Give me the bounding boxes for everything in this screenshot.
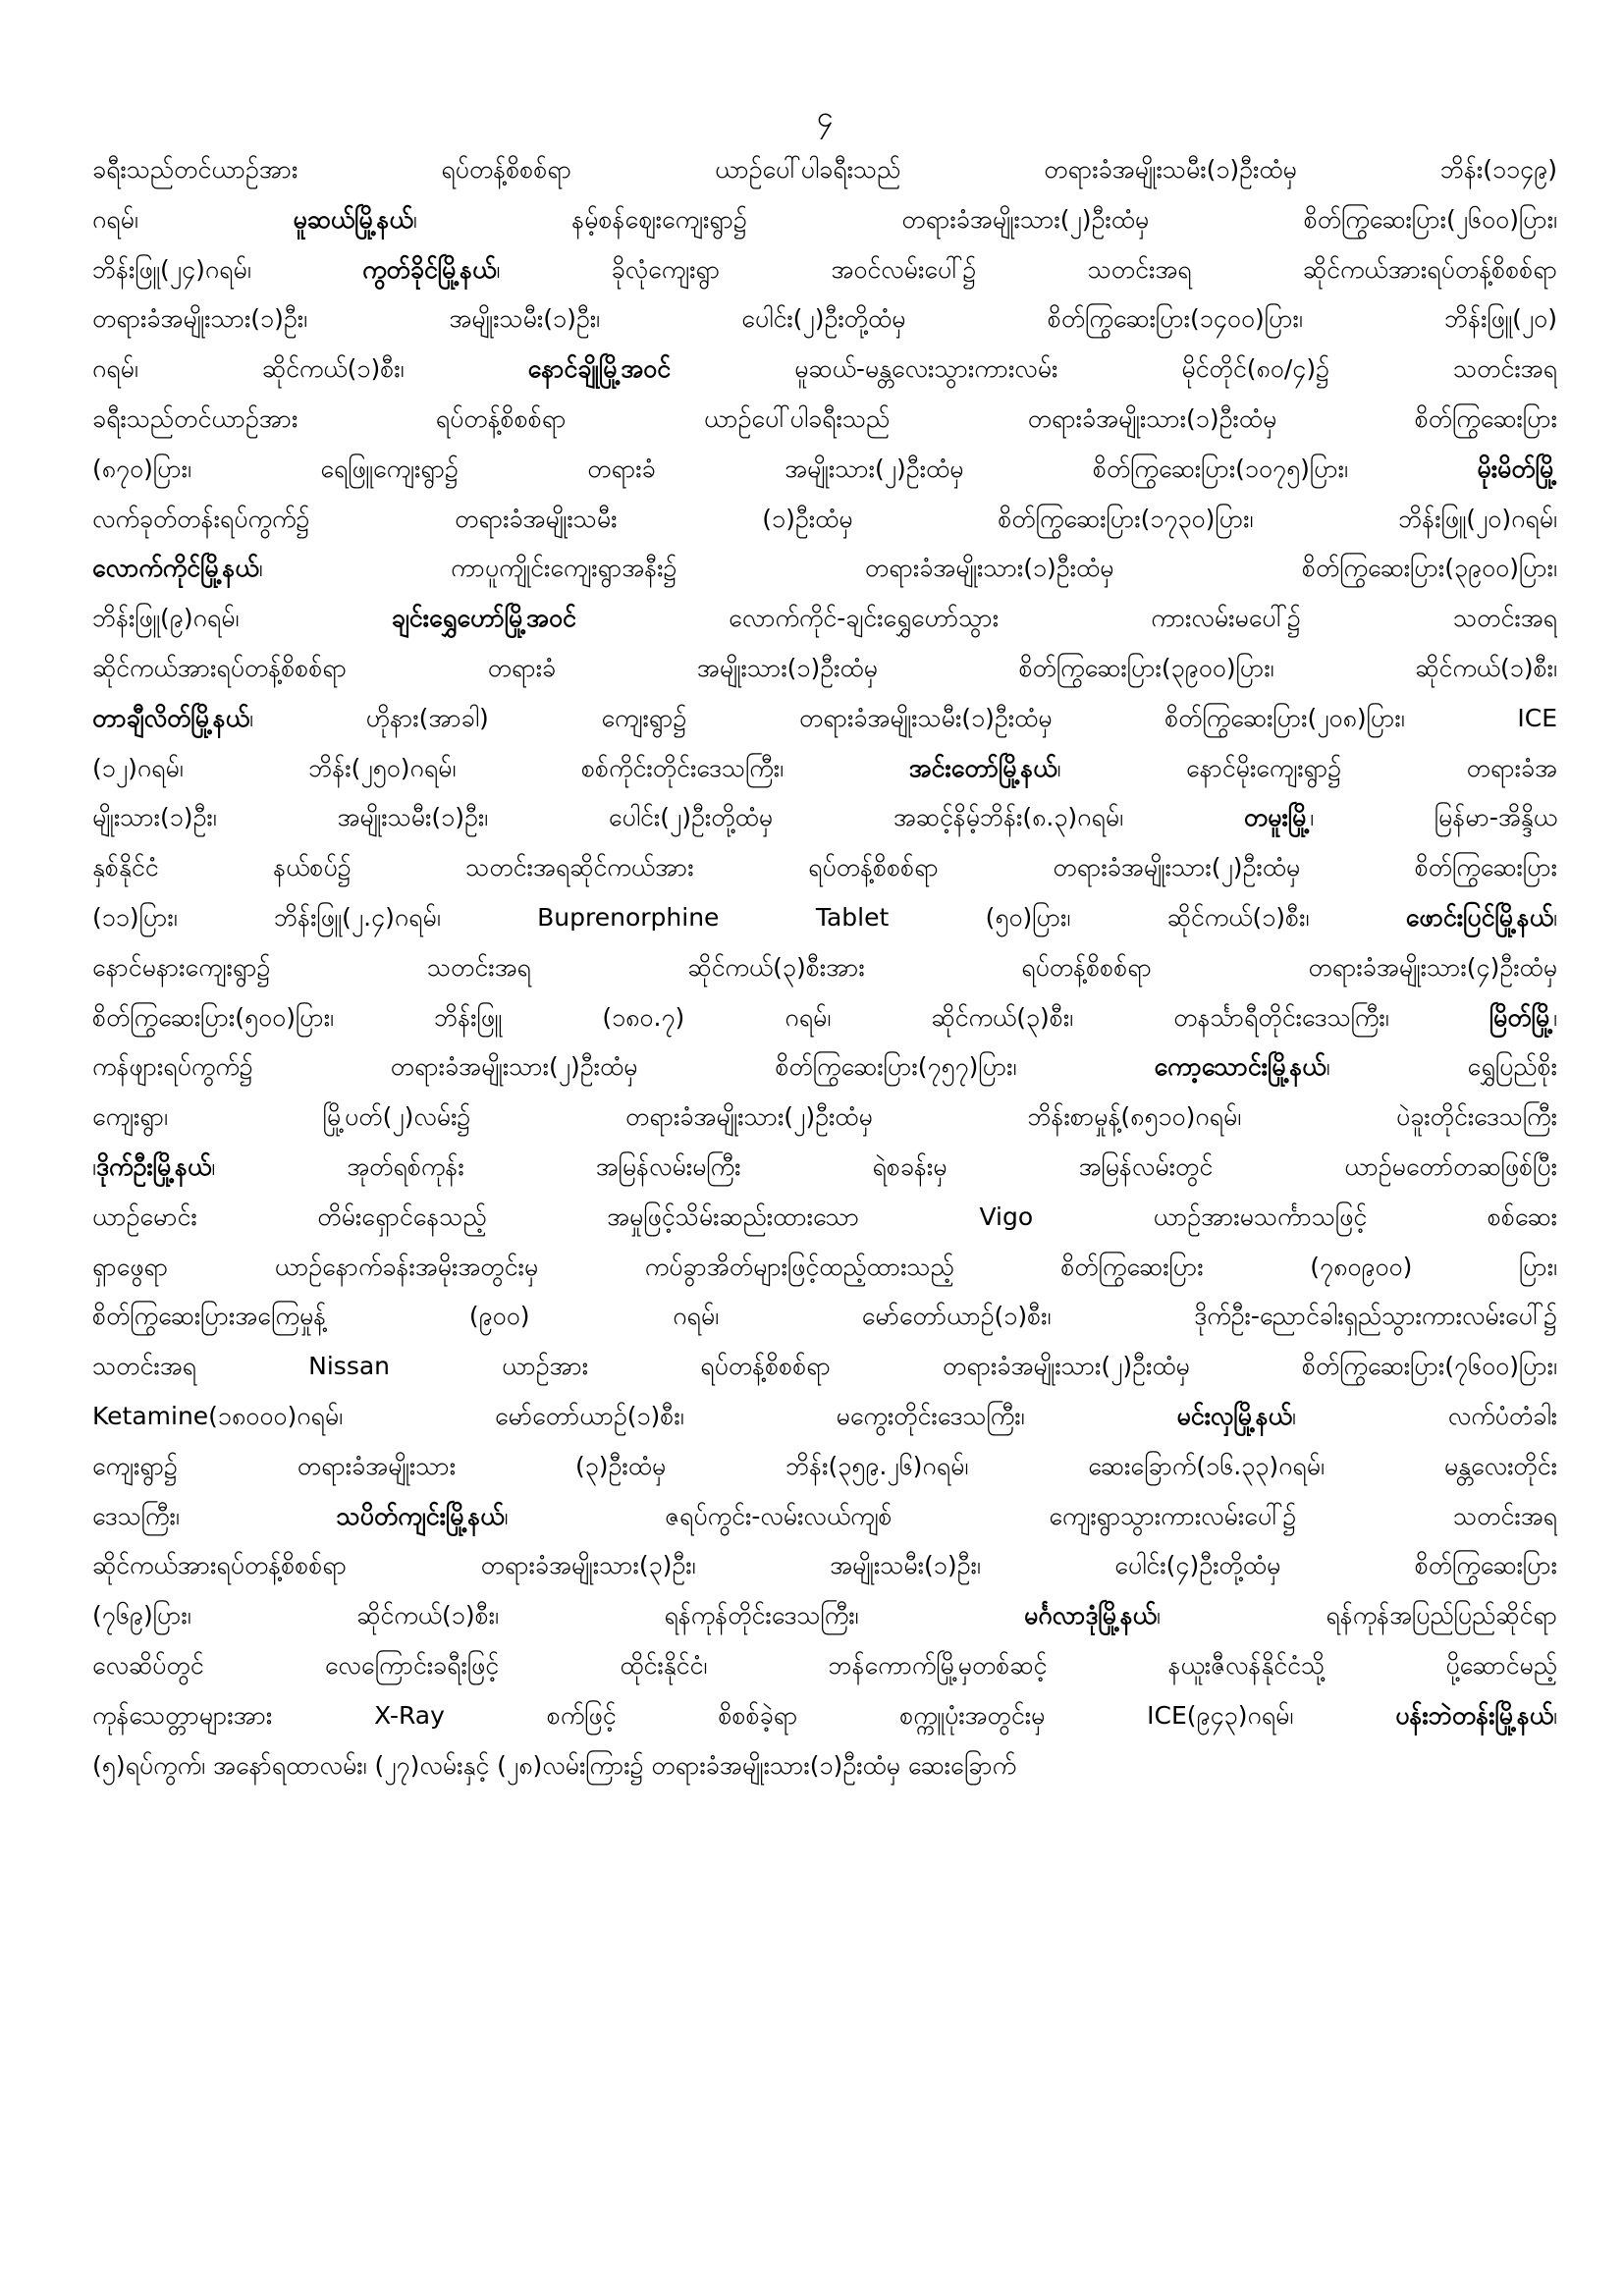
text-run: ဘိန်းဖြူ(၂၄)ဂရမ်၊ [92, 254, 363, 284]
text-line [92, 345, 1557, 395]
text-run: ယာဉ်မောင်း တိမ်းရှောင်နေသည့် အမှုဖြင့်သိမ်းဆည်းထားသော Vigo ယာဉ်အားမသင်္ကာသဖြင့် စစ်ဆေး [92, 1201, 1557, 1231]
text-line [92, 594, 1557, 644]
text-line [92, 1492, 1557, 1542]
bold-place-name: မင်္ဂလာဒုံမြို့နယ် [1024, 1601, 1157, 1630]
bold-place-name: နောင်ချိုမြို့အဝင် [527, 354, 672, 384]
text-line [92, 1042, 1557, 1093]
text-line [92, 1442, 1557, 1492]
text-run: (၁၁)ပြား၊ ဘိန်းဖြူ(၂.၄)ဂရမ်၊ Buprenorphine Tablet (၅၀)ပြား၊ ဆိုင်ကယ်(၁)စီး၊ [92, 902, 1406, 932]
text-line [92, 1342, 1557, 1392]
bold-place-name: တာချီလိတ်မြို့နယ် [92, 703, 249, 732]
text-line [92, 1093, 1557, 1143]
text-line [92, 395, 1557, 445]
bold-place-name: လောက်ကိုင်မြို့နယ် [92, 554, 259, 583]
text-line [92, 195, 1557, 245]
bold-place-name: မိုးမိတ်မြို့ [1477, 454, 1557, 483]
text-run: ၊ [1553, 902, 1557, 932]
text-run: တရားခံအမျိုးသား(၁)ဦး၊ အမျိုးသမီး(၁)ဦး၊ ပေါင်း(၂)ဦးတို့ထံမှ စိတ်ကြွဆေးပြား(၁၄၀၀)ပြား၊ ဘိန်းဖြူ(၂၀) [92, 304, 1557, 334]
text-run: ကန်ဖျားရပ်ကွက်၌ တရားခံအမျိုးသား(၂)ဦးထံမှ စိတ်ကြွဆေးပြား(၇၅၇)ပြား၊ [92, 1052, 1155, 1082]
text-run: ဂရမ်၊ ဆိုင်ကယ်(၁)စီး၊ [92, 354, 528, 384]
bold-place-name: မင်းလှမြို့နယ် [1176, 1401, 1292, 1430]
text-run: သတင်းအရ Nissan ယာဉ်အား ရပ်တန့်စိစစ်ရာ တရားခံအမျိုးသား(၂)ဦးထံမှ စိတ်ကြွဆေးပြား(၇၆၀၀)ပြား၊ [92, 1352, 1557, 1381]
text-run: မူဆယ်-မန္တလေးသွားကားလမ်း မိုင်တိုင်(၈၀/၄)၌ သတင်းအရ [671, 354, 1557, 384]
text-run: ၊ [1553, 1002, 1557, 1032]
text-line [92, 893, 1557, 943]
text-line [92, 1143, 1557, 1193]
text-run: ၊ ရွှေပြည်စိုး [1326, 1052, 1557, 1082]
text-run: လက်ခုတ်တန်းရပ်ကွက်၌ တရားခံအမျိုးသမီး (၁)ဦးထံမှ စိတ်ကြွဆေးပြား(၁၇၃၀)ပြား၊ ဘိန်းဖြူ(၂၀)ဂရမ်၊ [92, 504, 1557, 533]
text-run: မျိုးသား(၁)ဦး၊ အမျိုးသမီး(၁)ဦး၊ ပေါင်း(၂)ဦးတို့ထံမှ အဆင့်နိမ့်ဘိန်း(၈.၃)ဂရမ်၊ [92, 803, 1244, 832]
text-run: ဆိုင်ကယ်အားရပ်တန့်စိစစ်ရာ တရားခံ အမျိုးသား(၁)ဦးထံမှ စိတ်ကြွဆေးပြား(၃၉၀၀)ပြား၊ ဆိုင်ကယ်(၁)စီး၊ [92, 653, 1557, 682]
text-run: ဘိန်းဖြူ(၉)ဂရမ်၊ [92, 604, 392, 633]
text-run: ကုန်သေတ္တာများအား X-Ray စက်ဖြင့် စိစစ်ခဲ့ရာ စက္ကူပုံးအတွင်းမှ ICE(၉၄၃)ဂရမ်၊ [92, 1700, 1396, 1730]
text-run: ၊ [1553, 1700, 1557, 1730]
bold-place-name: သပိတ်ကျင်းမြို့နယ် [336, 1501, 505, 1530]
text-run: (၈၇၀)ပြား၊ ရေဖြူကျေးရွာ၌ တရားခံ အမျိုးသား(၂)ဦးထံမှ စိတ်ကြွဆေးပြား(၁၀၇၅)ပြား၊ [92, 454, 1478, 483]
bold-place-name: တမူးမြို့ [1243, 803, 1311, 832]
text-line [92, 1591, 1557, 1641]
text-line [92, 1193, 1557, 1243]
text-run: စိတ်ကြွဆေးပြားအကြေမှုန့် (၉၀၀) ဂရမ်၊ မော်တော်ယာဉ်(၁)စီး၊ ဒိုက်ဦး-ညောင်ခါးရှည်သွားကားလမ်းပေါ်၌ [92, 1302, 1557, 1331]
bold-place-name: မြိတ်မြို့ [1489, 1002, 1554, 1032]
text-line [92, 445, 1557, 495]
text-run: ၊ ဇရပ်ကွင်း-လမ်းလယ်ကျစ် ကျေးရွာသွားကားလမ်းပေါ်၌ သတင်းအရ [504, 1501, 1557, 1530]
text-line [92, 145, 1557, 195]
text-line [92, 544, 1557, 594]
text-line [92, 1541, 1557, 1591]
text-run: ၊ ကာပူကျိုင်းကျေးရွာအနီး၌ တရားခံအမျိုးသား(၁)ဦးထံမှ စိတ်ကြွဆေးပြား(၃၉၀၀)ပြား၊ [258, 554, 1557, 583]
body-paragraph [92, 145, 1557, 2236]
text-line [92, 1392, 1557, 1442]
bold-place-name: ကော့သောင်းမြို့နယ် [1154, 1052, 1326, 1082]
text-run: ၊ နောင်မိုးကျေးရွာ၌ တရားခံအ [1056, 753, 1557, 782]
text-run: ၊ ရန်ကုန်အပြည်ပြည်ဆိုင်ရာ [1156, 1601, 1557, 1630]
bold-place-name: ကွတ်ခိုင်မြို့နယ် [362, 254, 497, 284]
bold-place-name: ချင်းရွှေဟော်မြို့အဝင် [391, 604, 576, 633]
text-run: နောင်မနားကျေးရွာ၌ သတင်းအရ ဆိုင်ကယ်(၃)စီးအား ရပ်တန့်စိစစ်ရာ တရားခံအမျိုးသား(၄)ဦးထံမှ [92, 952, 1557, 982]
text-line [92, 644, 1557, 694]
text-run: ၊ ခိုလုံကျေးရွာ အဝင်လမ်းပေါ်၌ သတင်းအရ ဆိုင်ကယ်အားရပ်တန့်စိစစ်ရာ [496, 254, 1557, 284]
text-run: ကျေးရွာ၌ တရားခံအမျိုးသား (၃)ဦးထံမှ ဘိန်း(၃၅၉.၂၆)ဂရမ်၊ ဆေးခြောက်(၁၆.၃၃)ဂရမ်၊ မန္တလေးတိုင်း [92, 1451, 1557, 1480]
bold-place-name: ဖောင်းပြင်မြို့နယ် [1405, 902, 1554, 932]
text-run: ဂရမ်၊ [92, 204, 294, 234]
text-run: ဒေသကြီး၊ [92, 1501, 337, 1530]
text-run: ၊ အုတ်ရစ်ကုန်း အမြန်လမ်းမကြီး ရဲစခန်းမှ အမြန်လမ်းတွင် ယာဉ်မတော်တဆဖြစ်ပြီး [211, 1151, 1557, 1181]
text-line [92, 943, 1557, 993]
text-run: (၅)ရပ်ကွက်၊ အနော်ရထာလမ်း၊ (၂၇)လမ်းနှင့် (၂၈)လမ်းကြား၌ တရားခံအမျိုးသား(၁)ဦးထံမှ ဆေးခြောက် [92, 1750, 1017, 1780]
bold-place-name: ပန်းဘဲတန်းမြို့နယ် [1395, 1700, 1554, 1730]
text-line [92, 495, 1557, 545]
page-number: ၄ [816, 100, 834, 134]
text-run: ခရီးသည်တင်ယာဉ်အား ရပ်တန့်စိစစ်ရာ ယာဉ်ပေါ်ပါခရီးသည် တရားခံအမျိုးသမီး(၁)ဦးထံမှ ဘိန်း(၁၁၄၉) [92, 155, 1557, 184]
text-run: Ketamine(၁၈၀၀၀)ဂရမ်၊ မော်တော်ယာဉ်(၁)စီး၊ မကွေးတိုင်းဒေသကြီး၊ [92, 1401, 1177, 1430]
text-run: ဆိုင်ကယ်အားရပ်တန့်စိစစ်ရာ တရားခံအမျိုးသား(၃)ဦး၊ အမျိုးသမီး(၁)ဦး၊ ပေါင်း(၄)ဦးတို့ထံမှ စိတ်ကြွဆေးပြား [92, 1551, 1557, 1580]
text-line [92, 294, 1557, 345]
bold-place-name: ဒိုက်ဦးမြို့နယ် [95, 1151, 212, 1181]
text-line [92, 993, 1557, 1043]
text-line [92, 1691, 1557, 1741]
text-line [92, 1292, 1557, 1342]
text-run: ရှာဖွေရာ ယာဉ်နောက်ခန်းအမိုးအတွင်းမှ ကပ်ခွာအိတ်များဖြင့်ထည့်ထားသည့် စိတ်ကြွဆေးပြား (၇၈၀၉၀၀) ပြား၊ [92, 1252, 1557, 1281]
text-line [92, 1641, 1557, 1691]
text-line [92, 793, 1557, 843]
text-line [92, 1243, 1557, 1293]
text-run: (၁၂)ဂရမ်၊ ဘိန်း(၂၅၀)ဂရမ်၊ စစ်ကိုင်းတိုင်းဒေသကြီး၊ [92, 753, 909, 782]
text-line [92, 245, 1557, 295]
bold-place-name: မူဆယ်မြို့နယ် [293, 204, 413, 234]
text-run: (၇၆၉)ပြား၊ ဆိုင်ကယ်(၁)စီး၊ ရန်ကုန်တိုင်းဒေသကြီး၊ [92, 1601, 1025, 1630]
text-run: ကျေးရွာ၊ မြို့ပတ်(၂)လမ်း၌ တရားခံအမျိုးသား(၂)ဦးထံမှ ဘိန်းစာမှုန့်(၈၅၁၀)ဂရမ်၊ ပဲခူးတိုင်းဒေသကြီး [92, 1102, 1557, 1132]
text-run: ခရီးသည်တင်ယာဉ်အား ရပ်တန့်စိစစ်ရာ ယာဉ်ပေါ်ပါခရီးသည် တရားခံအမျိုးသား(၁)ဦးထံမှ စိတ်ကြွဆေးပြား [92, 403, 1557, 433]
text-run: စိတ်ကြွဆေးပြား(၅၀၀)ပြား၊ ဘိန်းဖြူ (၁၈၀.၇) ဂရမ်၊ ဆိုင်ကယ်(၃)စီး၊ တနင်္သာရီတိုင်းဒေသကြီး၊ [92, 1002, 1489, 1032]
text-line [92, 744, 1557, 794]
text-line [92, 694, 1557, 744]
text-run: နှစ်နိုင်ငံ နယ်စပ်၌ သတင်းအရဆိုင်ကယ်အား ရပ်တန့်စိစစ်ရာ တရားခံအမျိုးသား(၂)ဦးထံမှ စိတ်ကြွဆေးပြား [92, 853, 1557, 882]
text-run: ၊ လက်ပံတံခါး [1291, 1401, 1557, 1430]
text-run: ၊ [92, 1151, 96, 1181]
text-run: ၊ နမ့်စန်ဈေးကျေးရွာ၌ တရားခံအမျိုးသား(၂)ဦးထံမှ စိတ်ကြွဆေးပြား(၂၆၀၀)ပြား၊ [412, 204, 1557, 234]
text-run: ၊ ဟိုနား(အာခါ) ကျေးရွာ၌ တရားခံအမျိုးသမီး(၁)ဦးထံမှ စိတ်ကြွဆေးပြား(၂၀၈)ပြား၊ ICE [248, 703, 1557, 732]
bold-place-name: အင်းတော်မြို့နယ် [908, 753, 1057, 782]
text-line [92, 843, 1557, 893]
text-run: ၊ မြန်မာ-အိန္ဒိယ [1310, 803, 1557, 832]
text-line [92, 1741, 1557, 1791]
text-run: လေဆိပ်တွင် လေကြောင်းခရီးဖြင့် ထိုင်းနိုင်ငံ၊ ဘန်ကောက်မြို့မှတစ်ဆင့် နယူးဇီလန်နိုင်ငံသို့ ပို့ဆောင်မည့် [92, 1650, 1557, 1680]
text-run: လောက်ကိုင်-ချင်းရွှေဟော်သွား ကားလမ်းမပေါ်၌ သတင်းအရ [575, 604, 1557, 633]
